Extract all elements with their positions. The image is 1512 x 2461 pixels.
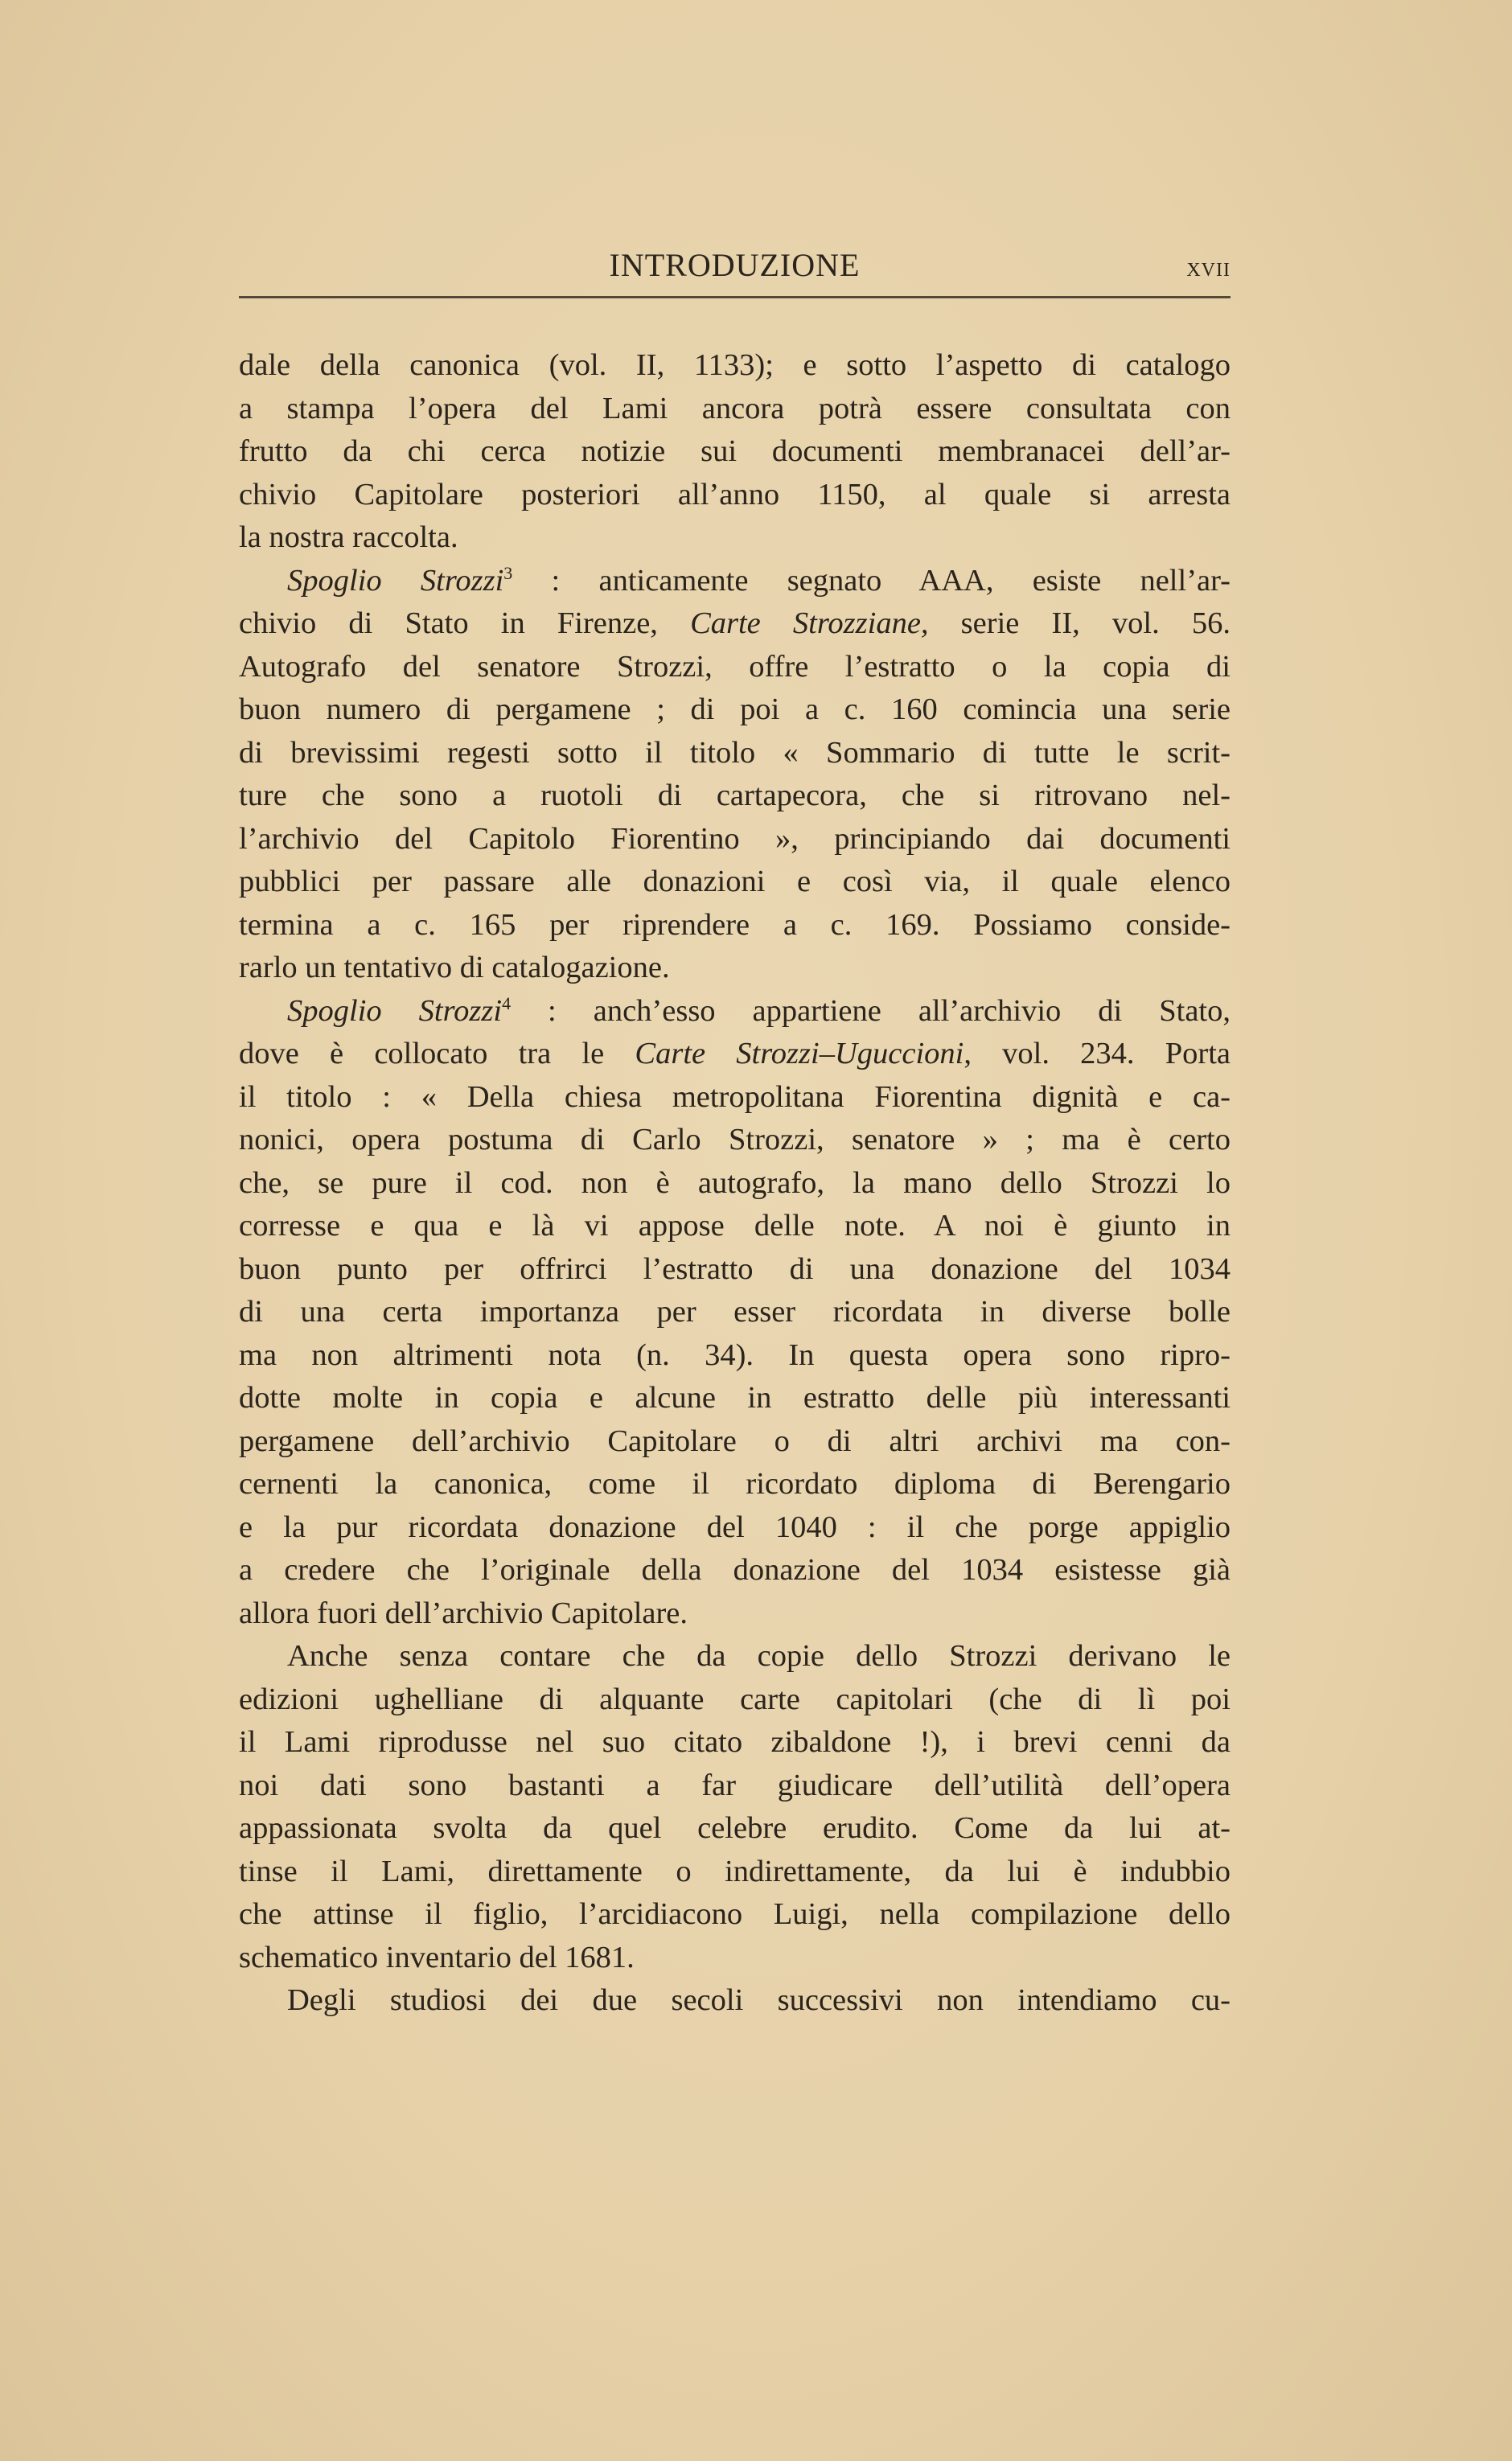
text-line	[239, 990, 1231, 1033]
text-run: e la pur ricordata donazione del 1040 : il che porge appiglio	[239, 1510, 1231, 1544]
text-line	[239, 1119, 1231, 1162]
text-line	[239, 1678, 1231, 1722]
text-line	[239, 1851, 1231, 1894]
text-run: noi dati sono bastanti a far giudicare dell’utilità dell’opera	[239, 1768, 1231, 1802]
text-run: a stampa l’opera del Lami ancora potrà essere consultata con	[239, 391, 1231, 425]
text-run: frutto da chi cerca notizie sui documenti membranacei dell’ar-	[239, 434, 1231, 468]
text-line	[239, 474, 1231, 517]
text-run: che attinse il figlio, l’arcidiacono Luigi, nella compilazione dello	[239, 1897, 1231, 1931]
text-run: buon punto per offrirci l’estratto di una donazione del 1034	[239, 1251, 1231, 1286]
footnote-ref: 3	[503, 562, 513, 583]
text-line	[239, 774, 1231, 818]
text-run: nonici, opera postuma di Carlo Strozzi, senatore » ; ma è certo	[239, 1123, 1231, 1157]
text-run: che, se pure il cod. non è autografo, la mano dello Strozzi lo	[239, 1165, 1231, 1200]
text-run: chivio Capitolare posteriori all’anno 1150, al quale si arresta	[239, 477, 1231, 512]
text-run: la nostra raccolta.	[239, 520, 458, 554]
text-line	[239, 388, 1231, 431]
text-run: termina a c. 165 per riprendere a c. 169. Possiamo conside-	[239, 907, 1231, 942]
text-line	[239, 688, 1231, 732]
text-line	[239, 1893, 1231, 1937]
body-text	[239, 344, 1231, 2023]
text-line	[239, 732, 1231, 775]
text-run: cernenti la canonica, come il ricordato diploma di Berengario	[239, 1467, 1231, 1501]
text-run: Autografo del senatore Strozzi, offre l’estratto o la copia di	[239, 649, 1231, 684]
text-line	[239, 947, 1231, 990]
text-run: chivio di Stato in Firenze,	[239, 606, 691, 640]
text-run: pergamene dell’archivio Capitolare o di altri archivi ma con-	[239, 1424, 1231, 1458]
text-run: il titolo : « Della chiesa metropolitana Fiorentina dignità e ca-	[239, 1079, 1231, 1114]
text-run: ture che sono a ruotoli di cartapecora, che si ritrovano nel-	[239, 779, 1231, 812]
text-line	[239, 1248, 1231, 1292]
text-run: buon numero di pergamene ; di poi a c. 160 comincia una serie	[239, 692, 1231, 726]
text-line	[239, 560, 1231, 603]
text-run: dove è collocato tra le	[239, 1037, 635, 1070]
text-run: tinse il Lami, direttamente o indirettamente, da lui è indubbio	[239, 1854, 1231, 1888]
text-run: allora fuori dell’archivio Capitolare.	[239, 1596, 688, 1630]
italic-title: Spoglio Strozzi	[287, 563, 504, 598]
text-line	[239, 1807, 1231, 1851]
text-run: il Lami riprodusse nel suo citato zibaldone !), i brevi cenni da	[239, 1725, 1231, 1759]
text-run: , vol. 234. Porta	[963, 1037, 1231, 1070]
header-rule	[239, 296, 1231, 298]
text-line	[239, 1033, 1231, 1076]
running-title: INTRODUZIONE	[609, 247, 861, 283]
text-line	[239, 344, 1231, 388]
footnote-ref: 4	[502, 992, 512, 1013]
text-run: Anche senza contare che da copie dello Strozzi derivano le	[287, 1639, 1231, 1673]
text-line	[239, 1937, 1231, 1980]
text-run: edizioni ughelliane di alquante carte capitolari (che di lì poi	[239, 1682, 1231, 1716]
text-run: l’archivio del Capitolo Fiorentino », principiando dai documenti	[239, 821, 1231, 856]
text-line	[239, 1076, 1231, 1120]
text-run: corresse e qua e là vi appose delle note. A noi è giunto in	[239, 1209, 1231, 1243]
text-line	[239, 1291, 1231, 1334]
page-header	[239, 241, 1231, 290]
text-line	[239, 1377, 1231, 1420]
text-line	[239, 1721, 1231, 1765]
text-run: ma non altrimenti nota (n. 34). In questa opera sono ripro-	[239, 1337, 1231, 1372]
italic-title: Spoglio Strozzi	[287, 993, 503, 1028]
text-run: pubblici per passare alle donazioni e così via, il quale elenco	[239, 865, 1231, 898]
text-run: Degli studiosi dei due secoli successivi non intendiamo cu-	[287, 1983, 1231, 2017]
text-line	[239, 1592, 1231, 1636]
text-run: : anch’esso appartiene all’archivio di Stato,	[511, 993, 1231, 1028]
text-run: dale della canonica (vol. II, 1133); e sotto l’aspetto di catalogo	[239, 348, 1231, 382]
text-run: a credere che l’originale della donazione del 1034 esistesse già	[239, 1553, 1231, 1587]
text-line	[239, 904, 1231, 947]
text-run: serie II, vol. 56.	[928, 606, 1231, 640]
text-line	[239, 861, 1231, 904]
text-line	[239, 818, 1231, 861]
text-line	[239, 1549, 1231, 1592]
text-line	[239, 430, 1231, 474]
text-line	[239, 1979, 1231, 2023]
text-line	[239, 1765, 1231, 1808]
text-line	[239, 1463, 1231, 1506]
text-line	[239, 602, 1231, 646]
text-line	[239, 1506, 1231, 1550]
text-line	[239, 646, 1231, 689]
text-line	[239, 1162, 1231, 1206]
text-run: rarlo un tentativo di catalogazione.	[239, 951, 670, 984]
italic-title: Carte Strozziane,	[690, 606, 929, 640]
text-line	[239, 1205, 1231, 1248]
text-run: di brevissimi regesti sotto il titolo « Sommario di tutte le scrit-	[239, 735, 1231, 770]
text-line	[239, 516, 1231, 560]
page-number: xvii	[1186, 253, 1231, 282]
text-run: : anticamente segnato AAA, esiste nell’ar-	[512, 563, 1231, 598]
text-run: schematico inventario del 1681.	[239, 1940, 635, 1974]
text-line	[239, 1420, 1231, 1464]
text-run: dotte molte in copia e alcune in estratto delle più interessanti	[239, 1381, 1231, 1415]
text-line	[239, 1334, 1231, 1378]
text-line	[239, 1635, 1231, 1678]
text-run: di una certa importanza per esser ricordata in diverse bolle	[239, 1295, 1231, 1329]
italic-title: Carte Strozzi–Uguccioni	[635, 1037, 964, 1070]
text-run: appassionata svolta da quel celebre erudito. Come da lui at-	[239, 1811, 1231, 1845]
